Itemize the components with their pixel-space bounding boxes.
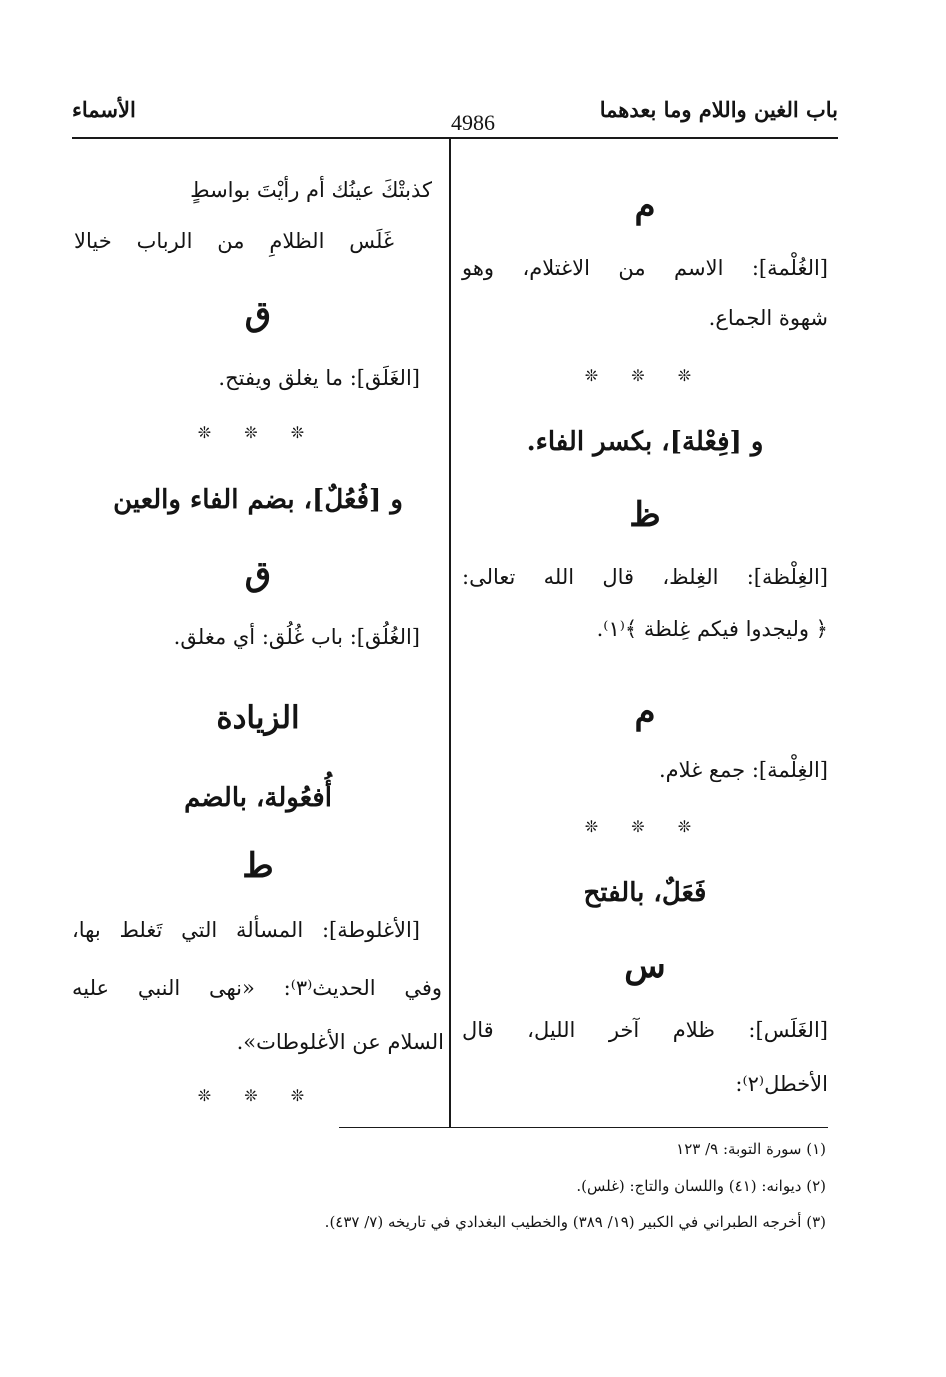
- footnote-1: (١) سورة التوبة: ٩/ ١٢٣: [676, 1140, 826, 1158]
- entry-ghilza-line2: ﴿ وليجدوا فيكم غِلظة ﴾⁽١⁾.: [596, 617, 828, 641]
- footnote-rule: [339, 1127, 828, 1128]
- header-rule: [72, 137, 838, 139]
- column-divider: [449, 139, 451, 1128]
- letter-qaf-1: ق: [244, 294, 272, 334]
- entry-ghilza-line1: [الغِلْظة]: الغِلظ، قال الله تعالى:: [462, 565, 828, 589]
- running-header-chapter: باب الغين واللام وما بعدهما: [599, 97, 838, 122]
- entry-ghulma-line2: شهوة الجماع.: [708, 306, 828, 330]
- stars-divider-4: ❊ ❊ ❊: [197, 1086, 319, 1105]
- stars-divider-1: ❊ ❊ ❊: [584, 366, 706, 385]
- letter-sin: س: [624, 946, 666, 986]
- letter-za: ظ: [629, 495, 661, 535]
- footnotes: [126, 1140, 826, 1240]
- entry-ghalas-line2: الأخطل⁽٢⁾:: [735, 1072, 828, 1096]
- letter-mim-2: م: [634, 692, 656, 732]
- entry-ughluta-line2: وفي الحديث⁽٣⁾: «نهى النبي عليه: [72, 976, 443, 1000]
- footnote-3: (٣) أخرجه الطبراني في الكبير (١٩/ ٣٨٩) والخطيب البغدادي في تاريخه (٧/ ٤٣٧).: [324, 1213, 826, 1231]
- entry-ughluta-line1: [الأغلوطة]: المسألة التي تَغلط بها،: [72, 918, 420, 942]
- running-header-section: الأسماء: [72, 97, 136, 122]
- page-number: 4986: [451, 110, 495, 135]
- entry-ughluta-line3: السلام عن الأغلوطات».: [236, 1030, 444, 1054]
- entry-ghalaq: [الغَلَق]: ما يغلق ويفتح.: [218, 366, 420, 390]
- heading-ufula: أُفعُولة، بالضم: [184, 783, 332, 813]
- entry-ghulma-line1: [الغُلْمة]: الاسم من الاغتلام، وهو: [462, 256, 828, 280]
- letter-mim-1: م: [634, 186, 656, 226]
- stars-divider-3: ❊ ❊ ❊: [197, 423, 319, 442]
- verse-line2: غَلَس الظلامِ من الرباب خيالا: [74, 229, 394, 253]
- footnote-2: (٢) ديوانه: (٤١) واللسان والتاج: (غلس).: [576, 1177, 826, 1195]
- stars-divider-2: ❊ ❊ ❊: [584, 817, 706, 836]
- entry-ghilma: [الغِلْمة]: جمع غلام.: [658, 758, 828, 782]
- letter-qaf-2: ق: [244, 554, 272, 594]
- right-column: [462, 180, 828, 1120]
- letter-ta: ط: [242, 846, 274, 886]
- heading-fuul: و [فُعُلٌ]، بضم الفاء والعين: [113, 485, 403, 515]
- section-title-ziyada: الزيادة: [216, 700, 300, 736]
- left-column: [72, 170, 444, 1120]
- entry-ghalas-line1: [الغَلَس]: ظلام آخر الليل، قال: [462, 1018, 828, 1042]
- heading-faal: فَعَلٌ، بالفتح: [583, 878, 707, 908]
- verse-line1: كذبتْكَ عينُك أم رأيْتَ بواسطٍ: [190, 178, 432, 202]
- heading-fila: و [فِعْلة]، بكسر الفاء.: [526, 427, 764, 457]
- entry-ghuluq: [الغُلُق]: باب غُلُق: أي مغلق.: [173, 625, 420, 649]
